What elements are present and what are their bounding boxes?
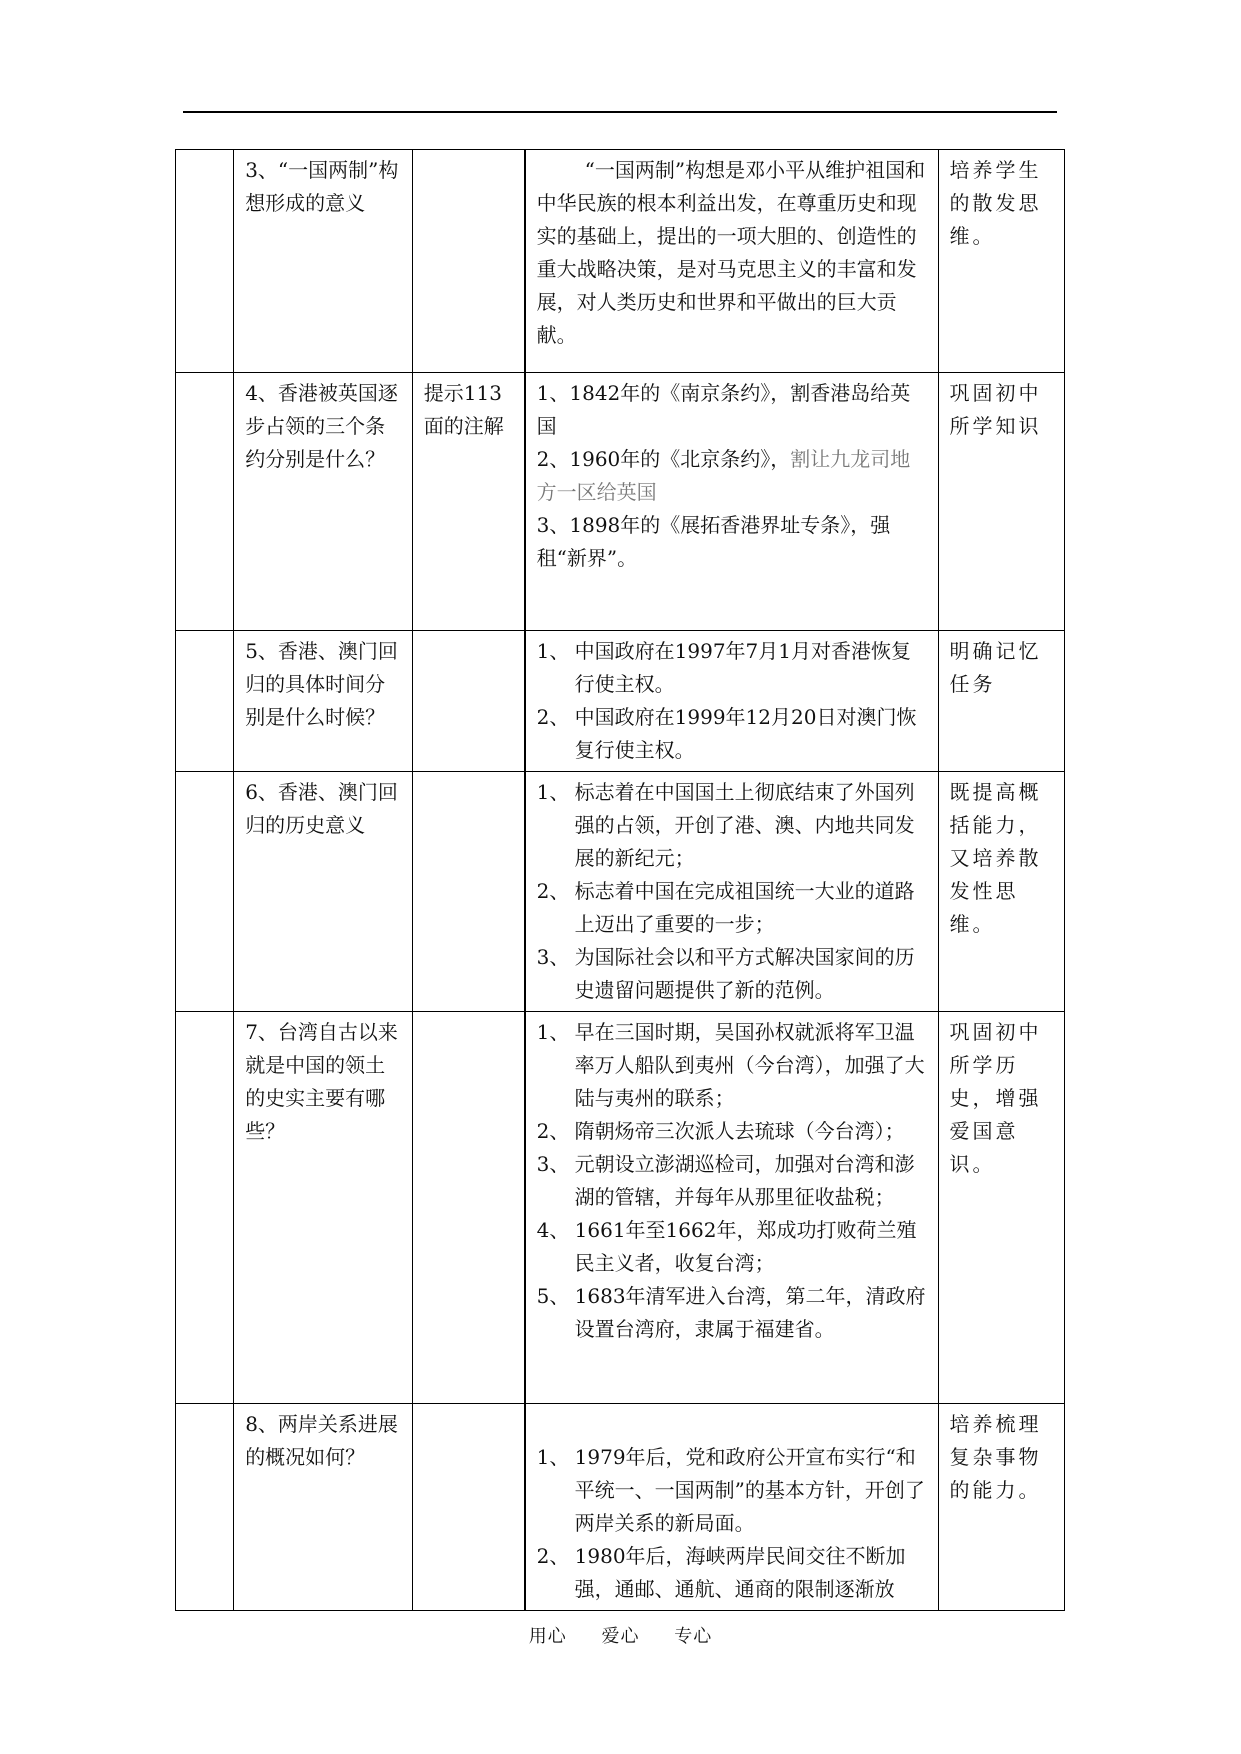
answer-line: 3、1898年的《展拓香港界址专条》，强租“新界”。	[536, 513, 891, 570]
item-number: 2、	[536, 1119, 570, 1143]
answer-cell	[525, 631, 938, 772]
item-number: 2、	[536, 879, 570, 903]
list-item	[537, 875, 927, 941]
footer-item: 用心	[528, 1626, 567, 1647]
answer-line-part: 2、1960年的《北京条约》，	[536, 447, 791, 471]
item-number: 4、	[536, 1218, 570, 1242]
table-row	[176, 631, 1065, 772]
table-row	[176, 373, 1065, 631]
question-cell: 5、香港、澳门回归的具体时间分别是什么时候？	[234, 631, 413, 772]
answer-paragraph: “一国两制”构想是邓小平从维护祖国和中华民族的根本利益出发，在尊重历史和现实的基础上，提出的一项大胆的、创造性的重大战略决策，是对马克思主义的丰富和发展，对人类历史和世界和平做出的巨大贡献。	[536, 158, 926, 347]
item-number: 3、	[536, 1152, 570, 1176]
item-number: 1、	[536, 639, 570, 663]
question-cell: 4、香港被英国逐步占领的三个条约分别是什么？	[234, 373, 413, 631]
list-item	[537, 1441, 927, 1540]
answer-list	[537, 1441, 927, 1606]
list-item	[537, 635, 927, 701]
blank-cell	[176, 150, 234, 373]
hint-cell	[412, 1404, 524, 1611]
list-item	[537, 1148, 927, 1214]
goal-cell: 培养学生的散发思维。	[938, 150, 1064, 373]
question-cell: 7、台湾自古以来就是中国的领土的史实主要有哪些？	[234, 1012, 413, 1404]
footer-item: 专心	[674, 1626, 713, 1647]
page-footer	[0, 1622, 1241, 1648]
goal-cell: 明确记忆任务	[938, 631, 1064, 772]
header-rule	[183, 111, 1057, 113]
answer-line	[537, 443, 927, 509]
answer-list	[537, 635, 927, 767]
goal-cell: 巩固初中所学知识	[938, 373, 1064, 631]
item-text: 1683年清军进入台湾，第二年，清政府设置台湾府，隶属于福建省。	[574, 1284, 926, 1341]
footer-item: 爱心	[601, 1626, 640, 1647]
table-row	[176, 1404, 1065, 1611]
item-text: 隋朝炀帝三次派人去琉球（今台湾）；	[574, 1119, 905, 1143]
goal-cell: 培养梳理复杂事物的能力。	[938, 1404, 1064, 1611]
answer-cell	[525, 1012, 938, 1404]
table-row	[176, 150, 1065, 373]
blank-cell	[176, 1404, 234, 1611]
list-item	[537, 1280, 927, 1346]
goal-cell: 巩固初中所学历史，增强爱国意识。	[938, 1012, 1064, 1404]
item-number: 1、	[536, 1020, 570, 1044]
answer-cell	[525, 1404, 938, 1611]
answer-cell	[525, 150, 938, 373]
list-item	[537, 941, 927, 1007]
answer-line: 1、1842年的《南京条约》，割香港岛给英国	[536, 381, 911, 438]
blank-cell	[176, 772, 234, 1012]
item-text: 1661年至1662年，郑成功打败荷兰殖民主义者，收复台湾；	[574, 1218, 917, 1275]
lesson-plan-table	[175, 149, 1065, 1611]
list-item	[537, 776, 927, 875]
question-cell: 8、两岸关系进展的概况如何？	[234, 1404, 413, 1611]
item-text: 早在三国时期，吴国孙权就派将军卫温率万人船队到夷州（今台湾），加强了大陆与夷州的联系；	[574, 1020, 925, 1110]
item-text: 中国政府在1999年12月20日对澳门恢复行使主权。	[574, 705, 917, 762]
item-number: 1、	[536, 780, 570, 804]
list-item	[537, 1016, 927, 1115]
item-text: 1980年后，海峡两岸民间交往不断加强，通邮、通航、通商的限制逐渐放	[574, 1544, 906, 1601]
item-text: 标志着在中国国土上彻底结束了外国列强的占领，开创了港、澳、内地共同发展的新纪元；	[574, 780, 915, 870]
hint-cell	[412, 1012, 524, 1404]
item-number: 2、	[536, 705, 570, 729]
blank-cell	[176, 373, 234, 631]
blank-cell	[176, 1012, 234, 1404]
hint-cell	[412, 631, 524, 772]
item-text: 元朝设立澎湖巡检司，加强对台湾和澎湖的管辖，并每年从那里征收盐税；	[574, 1152, 915, 1209]
answer-cell	[525, 772, 938, 1012]
item-text: 标志着中国在完成祖国统一大业的道路上迈出了重要的一步；	[574, 879, 915, 936]
answer-line-part: 割让九龙司地方一区给英国	[536, 447, 911, 504]
item-number: 1、	[536, 1445, 570, 1469]
item-number: 3、	[536, 945, 570, 969]
hint-cell	[412, 150, 524, 373]
goal-cell: 既提高概括能力，又培养散发性思维。	[938, 772, 1064, 1012]
item-text: 中国政府在1997年7月1月对香港恢复行使主权。	[574, 639, 912, 696]
list-item	[537, 1540, 927, 1606]
question-cell: 3、“一国两制”构想形成的意义	[234, 150, 413, 373]
list-item	[537, 1115, 927, 1148]
answer-list	[537, 1016, 927, 1346]
item-text: 1979年后，党和政府公开宣布实行“和平统一、一国两制”的基本方针，开创了两岸关系的新局面。	[574, 1445, 925, 1535]
item-number: 2、	[536, 1544, 570, 1568]
answer-cell	[525, 373, 938, 631]
item-number: 5、	[536, 1284, 570, 1308]
blank-cell	[176, 631, 234, 772]
table-row	[176, 772, 1065, 1012]
hint-cell	[412, 772, 524, 1012]
table-row	[176, 1012, 1065, 1404]
list-item	[537, 1214, 927, 1280]
list-item	[537, 701, 927, 767]
hint-cell: 提示113面的注解	[412, 373, 524, 631]
answer-list	[537, 776, 927, 1007]
question-cell: 6、香港、澳门回归的历史意义	[234, 772, 413, 1012]
item-text: 为国际社会以和平方式解决国家间的历史遗留问题提供了新的范例。	[574, 945, 915, 1002]
